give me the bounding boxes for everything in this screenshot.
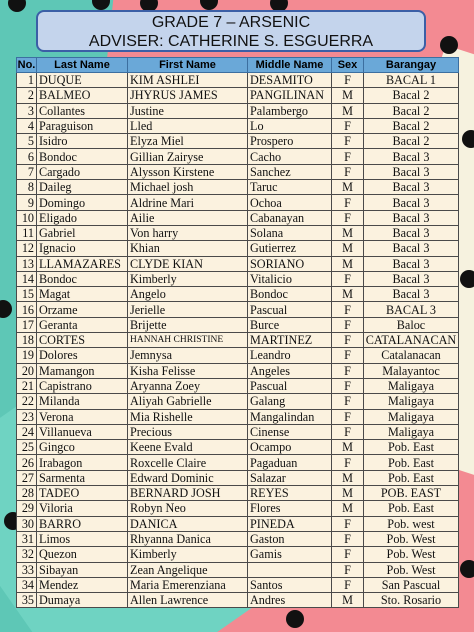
sex-cell: M <box>332 241 364 256</box>
decor-dot <box>460 560 474 578</box>
row-number: 19 <box>17 348 37 363</box>
last-name-cell: Sarmenta <box>37 470 128 485</box>
sex-cell: F <box>332 378 364 393</box>
last-name-cell: Daileg <box>37 180 128 195</box>
first-name-cell: Elyza Miel <box>128 134 248 149</box>
row-number: 1 <box>17 73 37 88</box>
sex-cell: M <box>332 287 364 302</box>
row-number: 10 <box>17 210 37 225</box>
sex-cell: M <box>332 593 364 608</box>
first-name-cell: Von harry <box>128 225 248 240</box>
middle-name-cell: Pascual <box>248 302 332 317</box>
sex-cell: F <box>332 348 364 363</box>
table-row <box>17 73 459 88</box>
last-name-cell: Capistrano <box>37 378 128 393</box>
barangay-cell: Pob. East <box>364 501 459 516</box>
barangay-cell: Bacal 3 <box>364 210 459 225</box>
middle-name-cell: PINEDA <box>248 516 332 531</box>
barangay-cell: Sto. Rosario <box>364 593 459 608</box>
table-row <box>17 455 459 470</box>
table-row <box>17 149 459 164</box>
barangay-cell: Pob. East <box>364 440 459 455</box>
row-number: 24 <box>17 424 37 439</box>
barangay-cell: Maligaya <box>364 394 459 409</box>
sex-cell: F <box>332 547 364 562</box>
first-name-cell: Rhyanna Danica <box>128 531 248 546</box>
last-name-cell: Dolores <box>37 348 128 363</box>
middle-name-cell: Taruc <box>248 180 332 195</box>
middle-name-cell: Pagaduan <box>248 455 332 470</box>
table-row <box>17 378 459 393</box>
first-name-cell: BERNARD JOSH <box>128 486 248 501</box>
row-number: 23 <box>17 409 37 424</box>
last-name-cell: DUQUE <box>37 73 128 88</box>
first-name-cell: Khian <box>128 241 248 256</box>
barangay-cell: Bacal 3 <box>364 225 459 240</box>
middle-name-cell <box>248 562 332 577</box>
table-row <box>17 302 459 317</box>
barangay-cell: Bacal 3 <box>364 271 459 286</box>
first-name-cell: DANICA <box>128 516 248 531</box>
sex-cell: F <box>332 164 364 179</box>
last-name-cell: Mendez <box>37 577 128 592</box>
first-name-cell: Aryanna Zoey <box>128 378 248 393</box>
row-number: 6 <box>17 149 37 164</box>
title-box <box>36 10 426 52</box>
sex-cell: M <box>332 486 364 501</box>
table-row <box>17 547 459 562</box>
row-number: 14 <box>17 271 37 286</box>
barangay-cell: Bacal 3 <box>364 287 459 302</box>
first-name-cell: Gillian Zairyse <box>128 149 248 164</box>
middle-name-cell: Galang <box>248 394 332 409</box>
table-row <box>17 531 459 546</box>
barangay-cell: Pob. East <box>364 470 459 485</box>
barangay-cell: Bacal 2 <box>364 103 459 118</box>
table-row <box>17 593 459 608</box>
first-name-cell: Mia Rishelle <box>128 409 248 424</box>
table-row <box>17 195 459 210</box>
first-name-cell: KIM ASHLEI <box>128 73 248 88</box>
row-number: 5 <box>17 134 37 149</box>
last-name-cell: Viloria <box>37 501 128 516</box>
adviser-title: ADVISER: CATHERINE S. ESGUERRA <box>88 33 374 50</box>
barangay-cell: CATALANACAN <box>364 333 459 348</box>
first-name-cell: Precious <box>128 424 248 439</box>
header-barangay: Barangay <box>364 58 459 73</box>
last-name-cell: Domingo <box>37 195 128 210</box>
first-name-cell: Zean Angelique <box>128 562 248 577</box>
table-row <box>17 516 459 531</box>
middle-name-cell: SORIANO <box>248 256 332 271</box>
last-name-cell: Milanda <box>37 394 128 409</box>
first-name-cell: Keene Evald <box>128 440 248 455</box>
row-number: 16 <box>17 302 37 317</box>
barangay-cell: Bacal 3 <box>364 241 459 256</box>
sex-cell: F <box>332 302 364 317</box>
row-number: 26 <box>17 455 37 470</box>
table-row <box>17 88 459 103</box>
table-header-row <box>17 58 459 73</box>
middle-name-cell: Flores <box>248 501 332 516</box>
barangay-cell: Pob. west <box>364 516 459 531</box>
first-name-cell: Edward Dominic <box>128 470 248 485</box>
last-name-cell: Eligado <box>37 210 128 225</box>
barangay-cell: BACAL 1 <box>364 73 459 88</box>
row-number: 35 <box>17 593 37 608</box>
sex-cell: F <box>332 210 364 225</box>
barangay-cell: Bacal 3 <box>364 164 459 179</box>
sex-cell: F <box>332 531 364 546</box>
last-name-cell: Mamangon <box>37 363 128 378</box>
middle-name-cell: MARTINEZ <box>248 333 332 348</box>
sex-cell: F <box>332 394 364 409</box>
row-number: 29 <box>17 501 37 516</box>
last-name-cell: Quezon <box>37 547 128 562</box>
first-name-cell: Robyn Neo <box>128 501 248 516</box>
middle-name-cell: Gaston <box>248 531 332 546</box>
sex-cell: F <box>332 455 364 470</box>
last-name-cell: Magat <box>37 287 128 302</box>
row-number: 4 <box>17 118 37 133</box>
middle-name-cell: Ocampo <box>248 440 332 455</box>
first-name-cell: Maria Emerenziana <box>128 577 248 592</box>
row-number: 20 <box>17 363 37 378</box>
row-number: 8 <box>17 180 37 195</box>
middle-name-cell: Gutierrez <box>248 241 332 256</box>
middle-name-cell: Angeles <box>248 363 332 378</box>
last-name-cell: TADEO <box>37 486 128 501</box>
header-last-name: Last Name <box>37 58 128 73</box>
middle-name-cell: Cinense <box>248 424 332 439</box>
barangay-cell: Catalanacan <box>364 348 459 363</box>
table-row <box>17 470 459 485</box>
sex-cell: M <box>332 470 364 485</box>
barangay-cell: Maligaya <box>364 424 459 439</box>
barangay-cell: Malayantoc <box>364 363 459 378</box>
sex-cell: F <box>332 409 364 424</box>
table-row <box>17 577 459 592</box>
barangay-cell: Pob. West <box>364 547 459 562</box>
last-name-cell: Collantes <box>37 103 128 118</box>
middle-name-cell: Ochoa <box>248 195 332 210</box>
middle-name-cell: Prospero <box>248 134 332 149</box>
table-row <box>17 164 459 179</box>
barangay-cell: Bacal 2 <box>364 134 459 149</box>
row-number: 13 <box>17 256 37 271</box>
first-name-cell: JHYRUS JAMES <box>128 88 248 103</box>
middle-name-cell: Solana <box>248 225 332 240</box>
row-number: 3 <box>17 103 37 118</box>
row-number: 7 <box>17 164 37 179</box>
decor-dot <box>286 610 304 628</box>
sex-cell: M <box>332 440 364 455</box>
middle-name-cell: Mangalindan <box>248 409 332 424</box>
last-name-cell: Verona <box>37 409 128 424</box>
row-number: 34 <box>17 577 37 592</box>
barangay-cell: Bacal 3 <box>364 180 459 195</box>
barangay-cell: Bacal 3 <box>364 195 459 210</box>
last-name-cell: Sibayan <box>37 562 128 577</box>
first-name-cell: Aldrine Mari <box>128 195 248 210</box>
table-row <box>17 180 459 195</box>
barangay-cell: Pob. East <box>364 455 459 470</box>
middle-name-cell: Bondoc <box>248 287 332 302</box>
header-sex: Sex <box>332 58 364 73</box>
first-name-cell: Brijette <box>128 317 248 332</box>
barangay-cell: San Pascual <box>364 577 459 592</box>
class-list-table <box>16 57 459 608</box>
table-row <box>17 118 459 133</box>
middle-name-cell: Lo <box>248 118 332 133</box>
first-name-cell: Ailie <box>128 210 248 225</box>
middle-name-cell: Salazar <box>248 470 332 485</box>
middle-name-cell: REYES <box>248 486 332 501</box>
decor-dot <box>460 270 474 288</box>
sex-cell: F <box>332 577 364 592</box>
sex-cell: M <box>332 225 364 240</box>
last-name-cell: BALMEO <box>37 88 128 103</box>
table-row <box>17 210 459 225</box>
grade-section-title: GRADE 7 – ARSENIC <box>151 14 311 31</box>
sex-cell: M <box>332 256 364 271</box>
table-row <box>17 225 459 240</box>
first-name-cell: Allen Lawrence <box>128 593 248 608</box>
row-number: 32 <box>17 547 37 562</box>
barangay-cell: Baloc <box>364 317 459 332</box>
table-row <box>17 348 459 363</box>
barangay-cell: Bacal 2 <box>364 88 459 103</box>
first-name-cell: Alysson Kirstene <box>128 164 248 179</box>
sex-cell: F <box>332 134 364 149</box>
first-name-cell: Jerielle <box>128 302 248 317</box>
last-name-cell: Irabagon <box>37 455 128 470</box>
sex-cell: F <box>332 195 364 210</box>
last-name-cell: Gingco <box>37 440 128 455</box>
row-number: 15 <box>17 287 37 302</box>
last-name-cell: CORTES <box>37 333 128 348</box>
last-name-cell: Orzame <box>37 302 128 317</box>
last-name-cell: BARRO <box>37 516 128 531</box>
sex-cell: M <box>332 180 364 195</box>
barangay-cell: Bacal 3 <box>364 256 459 271</box>
barangay-cell: Pob. West <box>364 531 459 546</box>
last-name-cell: Limos <box>37 531 128 546</box>
table-row <box>17 333 459 348</box>
sex-cell: M <box>332 501 364 516</box>
middle-name-cell: Andres <box>248 593 332 608</box>
table-row <box>17 394 459 409</box>
middle-name-cell: Cacho <box>248 149 332 164</box>
last-name-cell: Geranta <box>37 317 128 332</box>
barangay-cell: Pob. West <box>364 562 459 577</box>
sex-cell: M <box>332 103 364 118</box>
first-name-cell: Justine <box>128 103 248 118</box>
sex-cell: F <box>332 333 364 348</box>
middle-name-cell: Leandro <box>248 348 332 363</box>
row-number: 30 <box>17 516 37 531</box>
first-name-cell: Kisha Felisse <box>128 363 248 378</box>
middle-name-cell: Vitalicio <box>248 271 332 286</box>
sex-cell: F <box>332 149 364 164</box>
row-number: 22 <box>17 394 37 409</box>
table-row <box>17 440 459 455</box>
row-number: 17 <box>17 317 37 332</box>
sex-cell: F <box>332 118 364 133</box>
first-name-cell: Lled <box>128 118 248 133</box>
barangay-cell: Bacal 2 <box>364 118 459 133</box>
last-name-cell: Cargado <box>37 164 128 179</box>
row-number: 28 <box>17 486 37 501</box>
last-name-cell: LLAMAZARES <box>37 256 128 271</box>
middle-name-cell: Sanchez <box>248 164 332 179</box>
table-row <box>17 501 459 516</box>
middle-name-cell: DESAMITO <box>248 73 332 88</box>
barangay-cell: Bacal 3 <box>364 149 459 164</box>
table-row <box>17 317 459 332</box>
table-row <box>17 241 459 256</box>
barangay-cell: POB. EAST <box>364 486 459 501</box>
table-row <box>17 424 459 439</box>
row-number: 33 <box>17 562 37 577</box>
last-name-cell: Bondoc <box>37 271 128 286</box>
last-name-cell: Isidro <box>37 134 128 149</box>
table-row <box>17 486 459 501</box>
barangay-cell: Maligaya <box>364 409 459 424</box>
row-number: 25 <box>17 440 37 455</box>
header-first-name: First Name <box>128 58 248 73</box>
first-name-cell: Angelo <box>128 287 248 302</box>
middle-name-cell: Palambergo <box>248 103 332 118</box>
middle-name-cell: PANGILINAN <box>248 88 332 103</box>
last-name-cell: Villanueva <box>37 424 128 439</box>
table-row <box>17 256 459 271</box>
sex-cell: F <box>332 562 364 577</box>
last-name-cell: Dumaya <box>37 593 128 608</box>
last-name-cell: Ignacio <box>37 241 128 256</box>
sex-cell: F <box>332 271 364 286</box>
row-number: 31 <box>17 531 37 546</box>
row-number: 18 <box>17 333 37 348</box>
row-number: 27 <box>17 470 37 485</box>
first-name-cell: Roxcelle Claire <box>128 455 248 470</box>
table-row <box>17 363 459 378</box>
table-row <box>17 271 459 286</box>
barangay-cell: Maligaya <box>364 378 459 393</box>
sex-cell: M <box>332 88 364 103</box>
table-row <box>17 103 459 118</box>
first-name-cell: HANNAH CHRISTINE <box>128 333 248 348</box>
barangay-cell: BACAL 3 <box>364 302 459 317</box>
row-number: 11 <box>17 225 37 240</box>
first-name-cell: Michael josh <box>128 180 248 195</box>
sex-cell: F <box>332 424 364 439</box>
first-name-cell: Kimberly <box>128 547 248 562</box>
sex-cell: F <box>332 363 364 378</box>
first-name-cell: Kimberly <box>128 271 248 286</box>
middle-name-cell: Burce <box>248 317 332 332</box>
table-row <box>17 562 459 577</box>
class-list-table-wrapper <box>16 57 458 608</box>
decor-dot <box>462 130 474 148</box>
header-middle-name: Middle Name <box>248 58 332 73</box>
last-name-cell: Bondoc <box>37 149 128 164</box>
middle-name-cell: Cabanayan <box>248 210 332 225</box>
table-row <box>17 134 459 149</box>
table-row <box>17 287 459 302</box>
table-row <box>17 409 459 424</box>
row-number: 21 <box>17 378 37 393</box>
decor-dot <box>440 36 458 54</box>
first-name-cell: Aliyah Gabrielle <box>128 394 248 409</box>
sex-cell: F <box>332 317 364 332</box>
middle-name-cell: Gamis <box>248 547 332 562</box>
middle-name-cell: Santos <box>248 577 332 592</box>
sex-cell: F <box>332 516 364 531</box>
row-number: 2 <box>17 88 37 103</box>
row-number: 9 <box>17 195 37 210</box>
sex-cell: F <box>332 73 364 88</box>
row-number: 12 <box>17 241 37 256</box>
middle-name-cell: Pascual <box>248 378 332 393</box>
last-name-cell: Gabriel <box>37 225 128 240</box>
first-name-cell: Jemnysa <box>128 348 248 363</box>
first-name-cell: CLYDE KIAN <box>128 256 248 271</box>
table-body <box>17 73 459 608</box>
header-no: No. <box>17 59 36 71</box>
last-name-cell: Paraguison <box>37 118 128 133</box>
